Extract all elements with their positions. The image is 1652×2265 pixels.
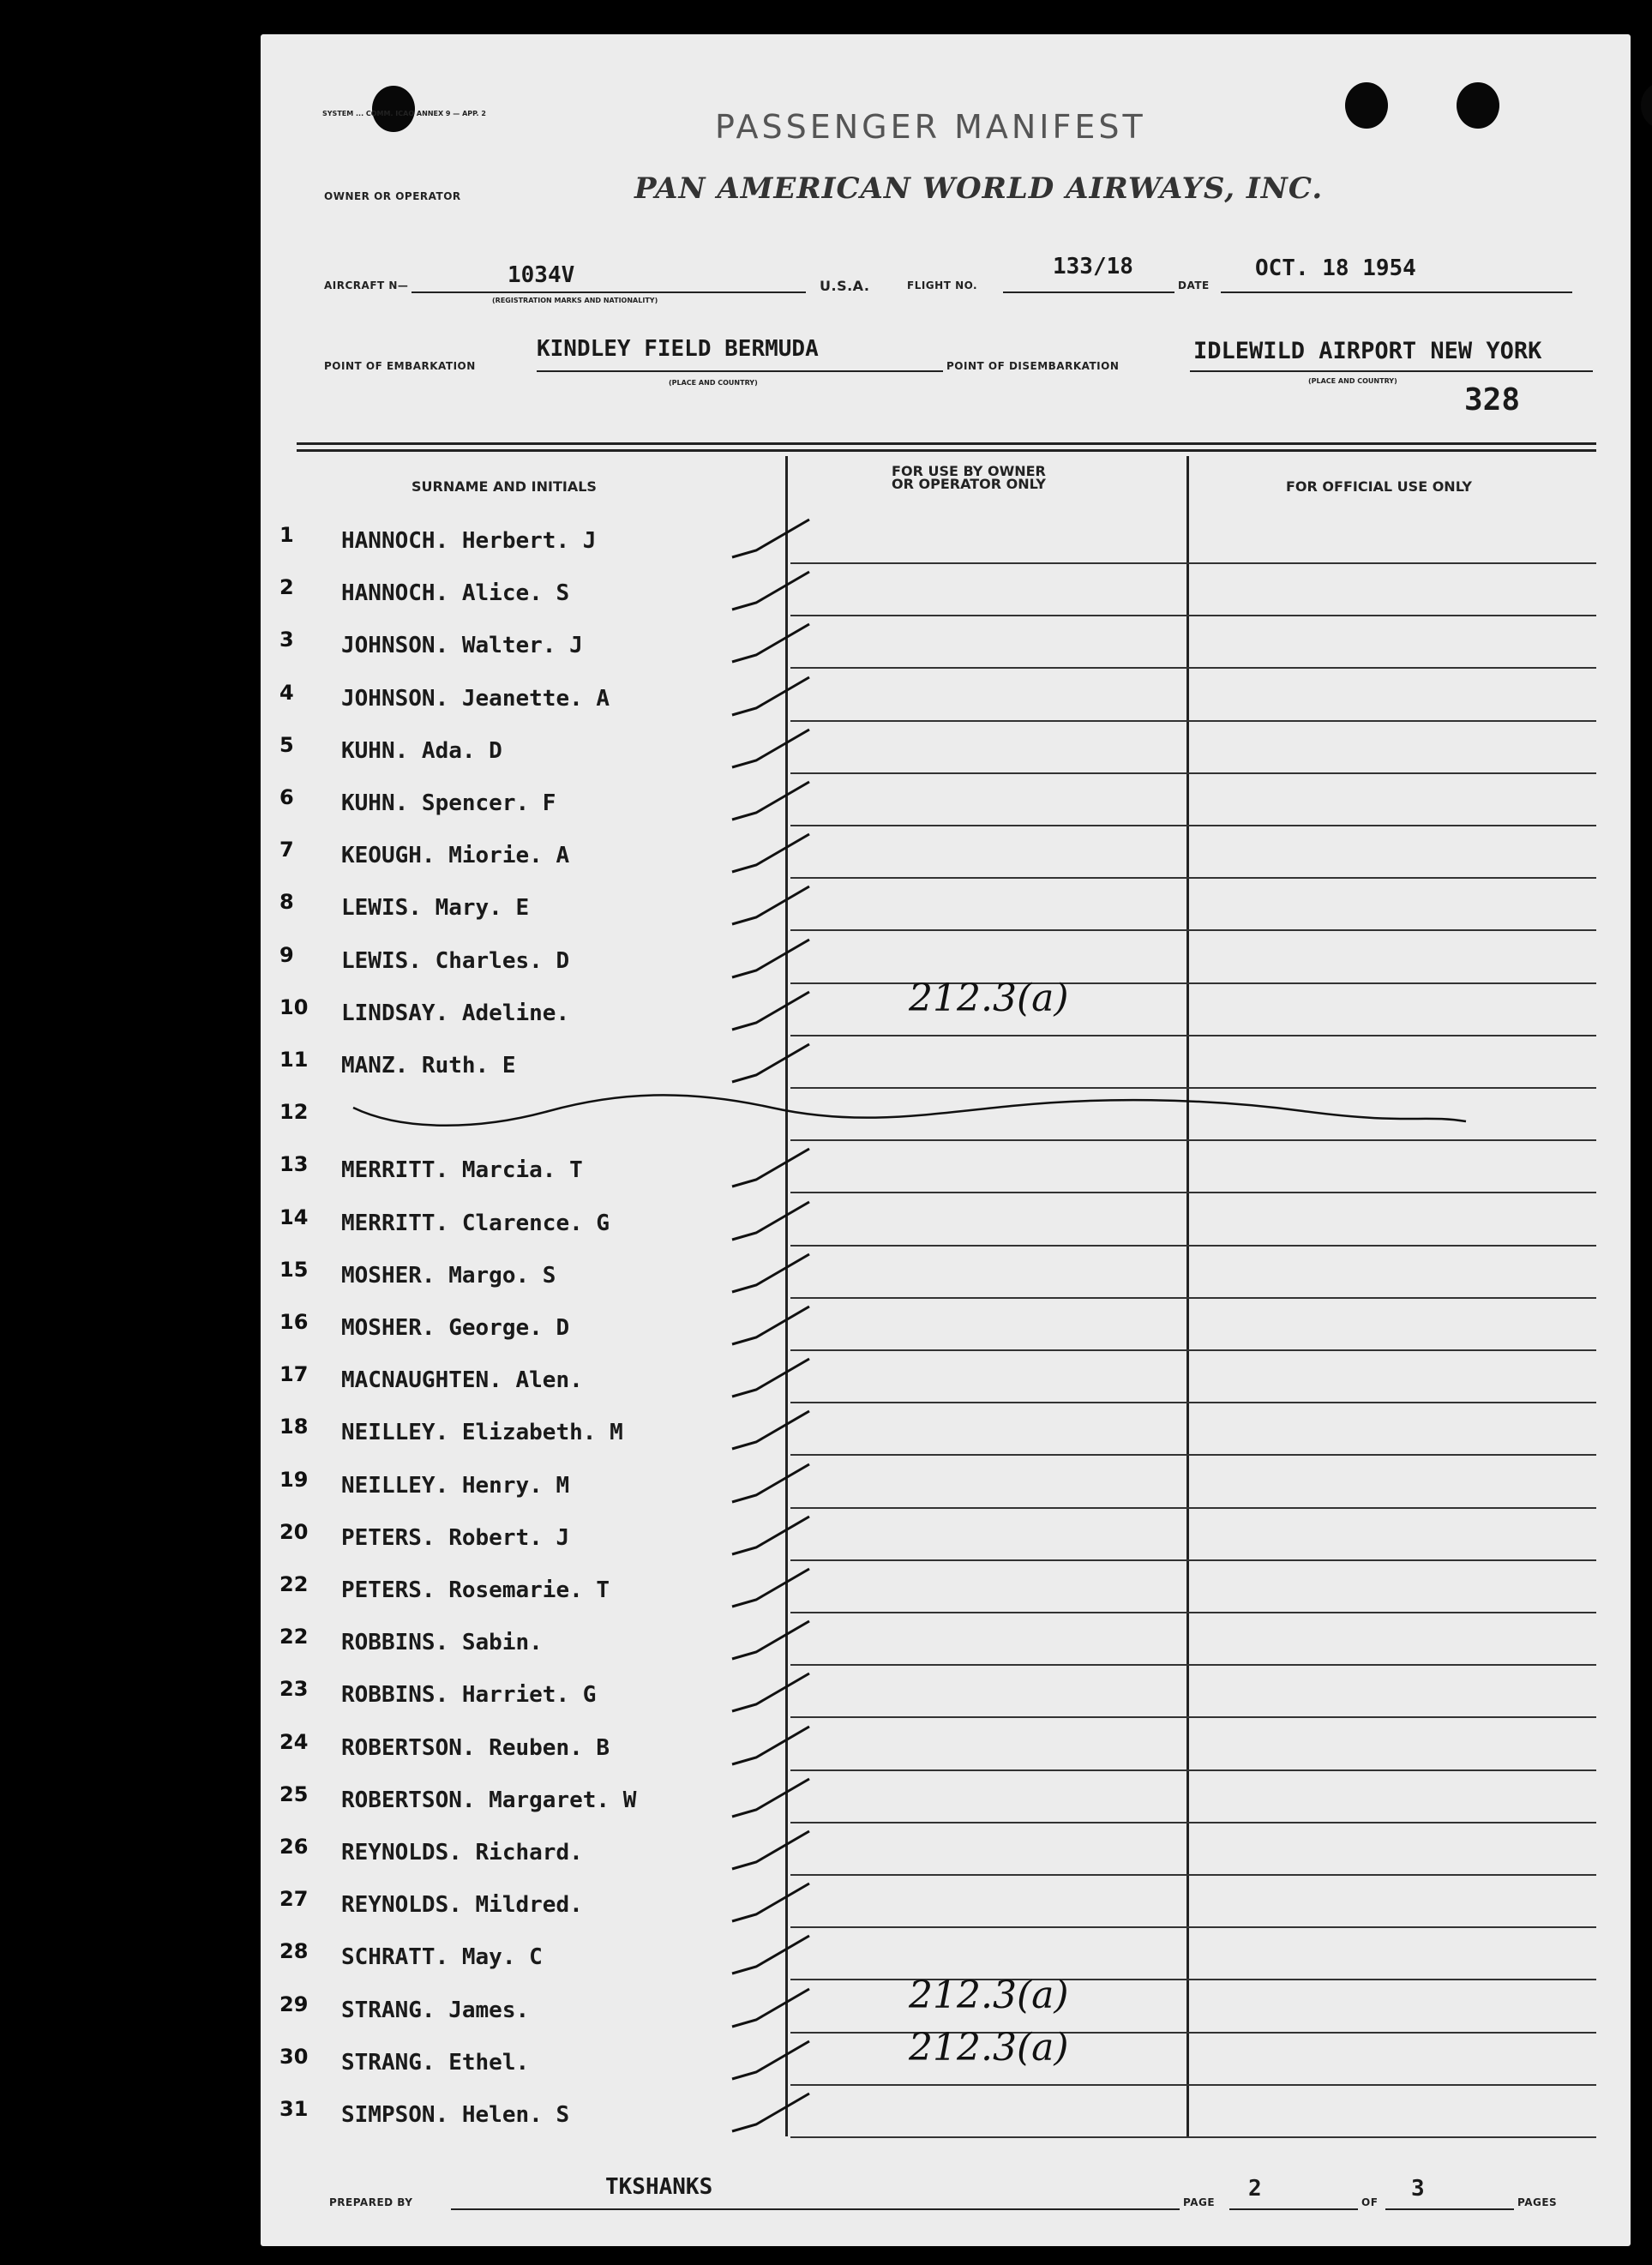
- place-note: (PLACE AND COUNTRY): [669, 379, 758, 387]
- row-number: 28: [279, 1939, 309, 1964]
- column-header-official-use: FOR OFFICIAL USE ONLY: [1286, 478, 1472, 495]
- passenger-name: STRANG. James.: [341, 1997, 530, 2023]
- prepared-by: TKSHANKS: [605, 2174, 713, 2200]
- passenger-name: NEILLEY. Elizabeth. M: [341, 1420, 623, 1446]
- row-number: 22: [279, 1572, 309, 1596]
- row-number: 11: [279, 1048, 309, 1072]
- row-number: 4: [279, 680, 294, 705]
- embarkation-label: POINT OF EMBARKATION: [324, 360, 476, 372]
- disembarkation-label: POINT OF DISEMBARKATION: [946, 360, 1120, 372]
- page-number: 2: [1248, 2176, 1262, 2202]
- row-number: 26: [279, 1835, 309, 1859]
- prepared-label: PREPARED BY: [329, 2196, 413, 2208]
- passenger-name: NEILLEY. Henry. M: [341, 1472, 570, 1499]
- row-number: 19: [279, 1467, 309, 1492]
- row-number: 14: [279, 1205, 309, 1229]
- row-number: 7: [279, 838, 294, 862]
- row-number: 12: [279, 1100, 309, 1125]
- flight-date: OCT. 18 1954: [1255, 255, 1416, 281]
- page-label: PAGE: [1183, 2196, 1216, 2208]
- rule: [451, 2208, 1180, 2210]
- row-number: 20: [279, 1519, 309, 1544]
- passenger-name: JOHNSON. Walter. J: [341, 633, 583, 659]
- passenger-name: KEOUGH. Miorie. A: [341, 843, 570, 869]
- row-number: 2: [279, 575, 294, 600]
- embarkation-place: KINDLEY FIELD BERMUDA: [537, 336, 819, 362]
- column-header-owner-use: FOR USE BY OWNER OR OPERATOR ONLY: [892, 463, 1046, 492]
- row-number: 22: [279, 1625, 309, 1649]
- passenger-name: HANNOCH. Alice. S: [341, 580, 570, 607]
- row-number: 10: [279, 994, 309, 1019]
- row-number: 17: [279, 1362, 309, 1387]
- flight-label: FLIGHT NO.: [907, 279, 978, 291]
- passenger-name: KUHN. Spencer. F: [341, 790, 556, 816]
- of-label: OF: [1361, 2196, 1379, 2208]
- passenger-name: ROBBINS. Sabin.: [341, 1630, 543, 1656]
- date-label: DATE: [1178, 279, 1210, 291]
- row-number: 3: [279, 628, 294, 652]
- passenger-name: MOSHER. Margo. S: [341, 1262, 556, 1289]
- row-number: 8: [279, 890, 294, 915]
- passenger-name: REYNOLDS. Mildred.: [341, 1892, 583, 1919]
- row-number: 30: [279, 2044, 309, 2069]
- place-note: (PLACE AND COUNTRY): [1308, 377, 1397, 385]
- passenger-name: LINDSAY. Adeline.: [341, 1000, 570, 1026]
- page-total: 3: [1411, 2176, 1425, 2202]
- owner-label: OWNER OR OPERATOR: [324, 190, 461, 202]
- row-number: 5: [279, 732, 294, 757]
- rule: [1229, 2208, 1358, 2210]
- row-number: 29: [279, 1992, 309, 2016]
- handwritten-note: 212.3(a): [909, 2025, 1069, 2070]
- row-number: 31: [279, 2097, 309, 2121]
- passenger-name: PETERS. Rosemarie. T: [341, 1577, 610, 1603]
- passenger-name: LEWIS. Charles. D: [341, 947, 570, 974]
- handwritten-note: 212.3(a): [909, 1973, 1069, 2017]
- passenger-name: MOSHER. George. D: [341, 1315, 570, 1341]
- aircraft-number: 1034V: [508, 262, 575, 288]
- row-number: 15: [279, 1257, 309, 1282]
- row-number: 27: [279, 1887, 309, 1912]
- aircraft-label: AIRCRAFT N—: [324, 279, 409, 291]
- row-number: 1: [279, 523, 294, 547]
- passenger-name: PETERS. Robert. J: [341, 1524, 570, 1551]
- stamp-number: 328: [1464, 382, 1521, 418]
- approval-text: SYSTEM ... COMM. ICAO ANNEX 9 — APP. 2: [322, 110, 486, 117]
- passenger-name: HANNOCH. Herbert. J: [341, 528, 597, 554]
- row-number: 25: [279, 1781, 309, 1806]
- form-title: PASSENGER MANIFEST: [715, 108, 1146, 146]
- row-number: 18: [279, 1415, 309, 1439]
- passenger-name: SCHRATT. May. C: [341, 1944, 543, 1971]
- passenger-name: MERRITT. Clarence. G: [341, 1210, 610, 1236]
- passenger-name: STRANG. Ethel.: [341, 2049, 530, 2076]
- row-number: 9: [279, 942, 294, 967]
- passenger-name: MERRITT. Marcia. T: [341, 1157, 583, 1184]
- passenger-name: ROBERTSON. Reuben. B: [341, 1734, 610, 1761]
- pages-label: PAGES: [1517, 2196, 1558, 2208]
- passenger-name: ROBERTSON. Margaret. W: [341, 1787, 637, 1813]
- row-number: 13: [279, 1152, 309, 1177]
- row-number: 16: [279, 1310, 309, 1334]
- usa-label: U.S.A.: [820, 278, 870, 294]
- operator-name: PAN AMERICAN WORLD AIRWAYS, INC.: [634, 171, 1324, 206]
- passenger-name: ROBBINS. Harriet. G: [341, 1682, 597, 1709]
- passenger-name: KUHN. Ada. D: [341, 737, 502, 764]
- passenger-name: LEWIS. Mary. E: [341, 895, 530, 922]
- row-number: 24: [279, 1729, 309, 1754]
- row-number: 6: [279, 785, 294, 809]
- registration-note: (REGISTRATION MARKS AND NATIONALITY): [492, 297, 658, 304]
- passenger-name: MANZ. Ruth. E: [341, 1053, 516, 1078]
- passenger-name: MACNAUGHTEN. Alen.: [341, 1367, 583, 1394]
- passenger-name: REYNOLDS. Richard.: [341, 1840, 583, 1865]
- passenger-name: SIMPSON. Helen. S: [341, 2102, 570, 2128]
- rule: [1385, 2208, 1514, 2210]
- handwritten-note: 212.3(a): [909, 976, 1069, 1020]
- passenger-name: JOHNSON. Jeanette. A: [341, 685, 610, 712]
- disembarkation-place: IDLEWILD AIRPORT NEW YORK: [1193, 338, 1542, 364]
- row-number: 23: [279, 1677, 309, 1702]
- column-header-surname: SURNAME AND INITIALS: [411, 478, 597, 495]
- flight-number: 133/18: [1053, 254, 1133, 279]
